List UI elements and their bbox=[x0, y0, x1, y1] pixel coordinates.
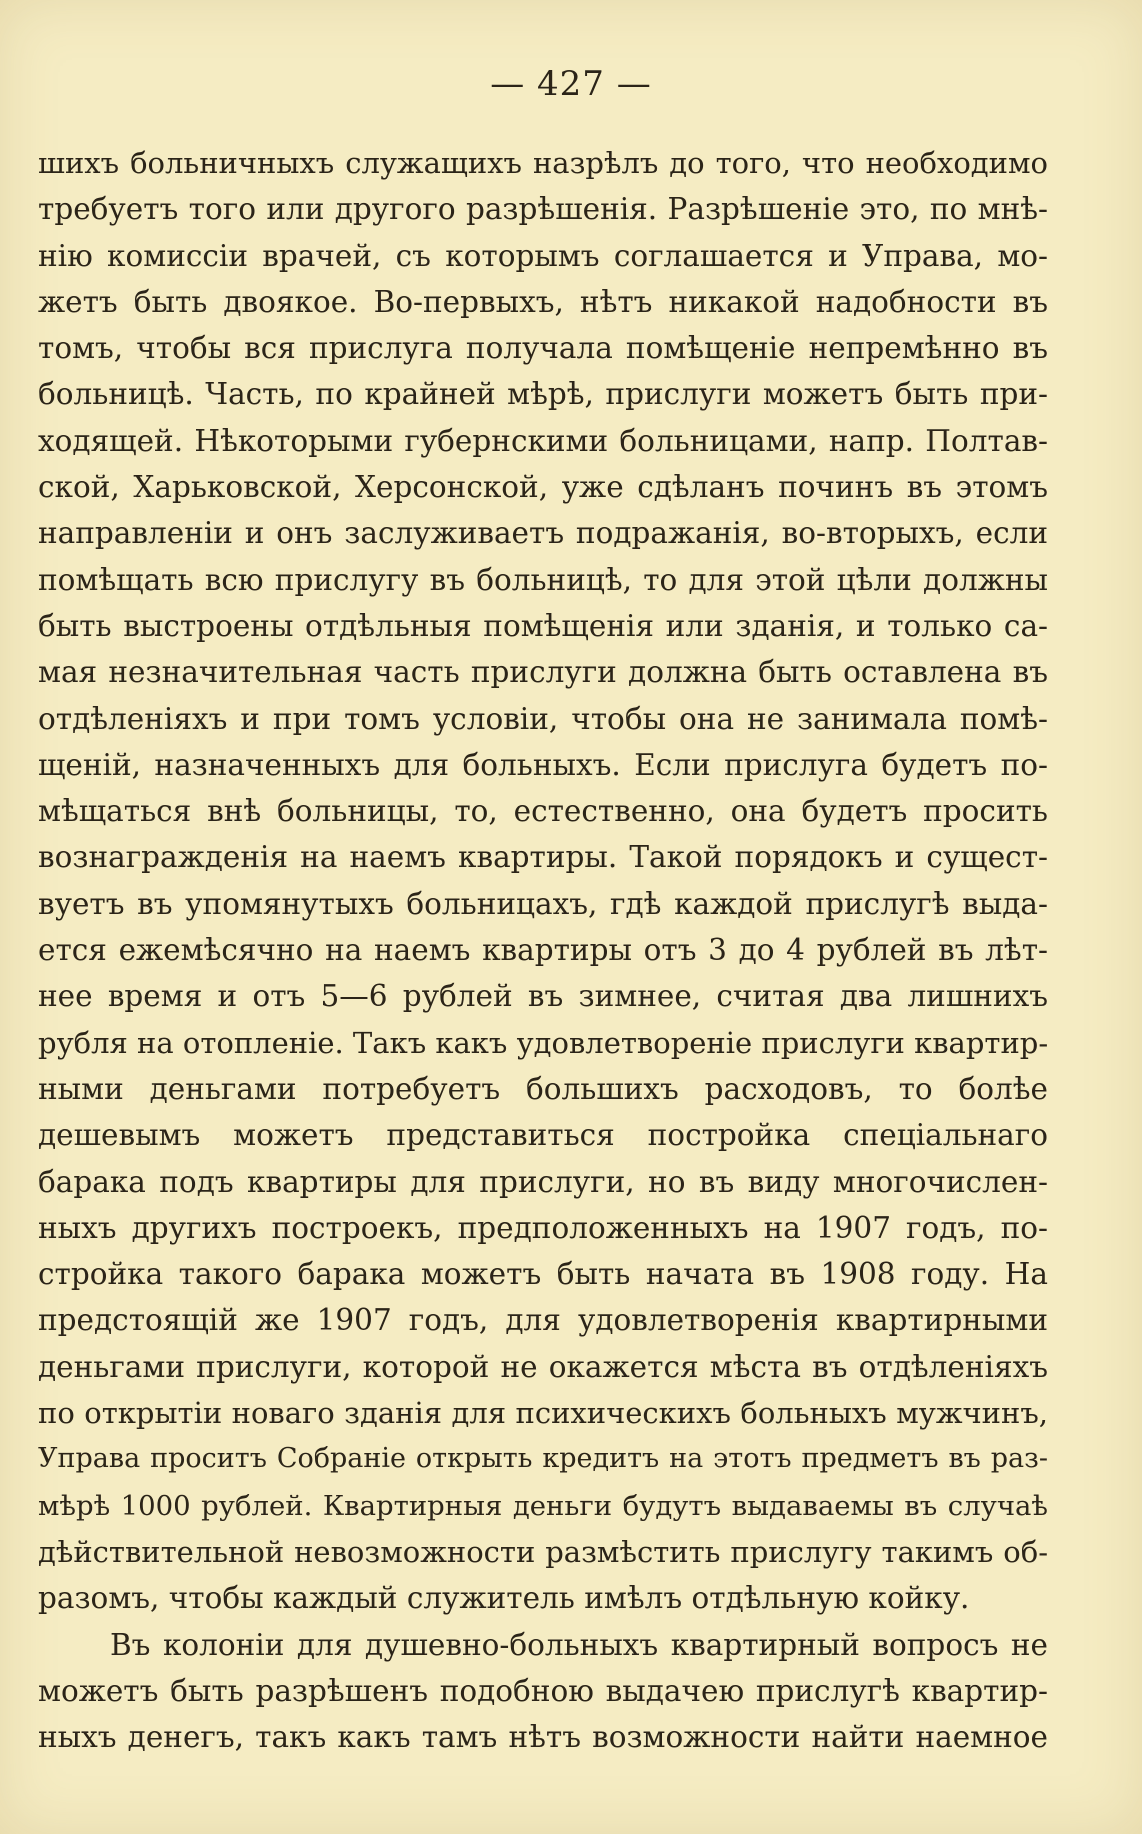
text-line: томъ, чтобы вся прислуга получала помѣщеніе непремѣнно въ bbox=[38, 331, 1048, 366]
text-line: мая незначительная часть прислуги должна быть оставлена въ bbox=[38, 655, 1048, 690]
text-line: помѣщать всю прислугу въ больницѣ, то для этой цѣли должны bbox=[38, 562, 1048, 597]
text-line: шихъ больничныхъ служащихъ назрѣлъ до того, что необходимо bbox=[38, 146, 1048, 180]
text-line: требуетъ того или другого разрѣшенія. Разрѣшеніе это, по мнѣ- bbox=[38, 192, 1048, 227]
text-line: нее время и отъ 5—6 рублей въ зимнее, считая два лишнихъ bbox=[38, 979, 1048, 1014]
text-line: ныхъ денегъ, такъ какъ тамъ нѣтъ возможности найти наемное bbox=[38, 1720, 1048, 1755]
text-line: ходящей. Нѣкоторыми губернскими больницами, напр. Полтав- bbox=[38, 423, 1048, 458]
text-line: деньгами прислуги, которой не окажется мѣста въ отдѣленіяхъ bbox=[38, 1349, 1048, 1384]
text-line: разомъ, чтобы каждый служитель имѣлъ отдѣльную койку. bbox=[38, 1581, 970, 1616]
text-line: мѣрѣ 1000 рублей. Квартирныя деньги будутъ выдаваемы въ случаѣ bbox=[38, 1489, 1048, 1522]
text-line: стройка такого барака можетъ быть начата въ 1908 году. На bbox=[38, 1257, 1048, 1292]
text-line: Въ колоніи для душевно-больныхъ квартирный вопросъ не bbox=[110, 1627, 1048, 1662]
text-line: жетъ быть двоякое. Во-первыхъ, нѣтъ никакой надобности въ bbox=[38, 284, 1048, 319]
text-line: направленіи и онъ заслуживаетъ подражанія, во-вторыхъ, если bbox=[38, 516, 1048, 551]
text-line: ется ежемѣсячно на наемъ квартиры отъ 3 до 4 рублей въ лѣт- bbox=[38, 933, 1048, 968]
text-line: щеній, назначенныхъ для больныхъ. Если прислуга будетъ по- bbox=[38, 747, 1048, 782]
text-line: вуетъ въ упомянутыхъ больницахъ, гдѣ каждой прислугѣ выда- bbox=[38, 886, 1048, 921]
text-line: вознагражденія на наемъ квартиры. Такой порядокъ и сущест- bbox=[38, 840, 1048, 875]
text-line: по открытіи новаго зданія для психическихъ больныхъ мужчинъ, bbox=[38, 1396, 1048, 1431]
text-line: ской, Харьковской, Херсонской, уже сдѣланъ починъ въ этомъ bbox=[38, 470, 1048, 505]
text-line: отдѣленіяхъ и при томъ условіи, чтобы она не занимала помѣ- bbox=[38, 701, 1048, 736]
paragraph-2 bbox=[38, 1622, 1048, 1761]
text-line: ныхъ другихъ построекъ, предположенныхъ на 1907 годъ, по- bbox=[38, 1210, 1048, 1245]
text-line: быть выстроены отдѣльныя помѣщенія или зданія, и только са- bbox=[38, 608, 1048, 643]
text-line: предстоящій же 1907 годъ, для удовлетворенія квартирными bbox=[38, 1303, 1048, 1338]
text-line: можетъ быть разрѣшенъ подобною выдачею прислугѣ квартир- bbox=[38, 1673, 1048, 1708]
text-line: нію комиссіи врачей, съ которымъ соглашается и Управа, мо- bbox=[38, 238, 1048, 273]
page-text bbox=[38, 140, 1048, 1760]
text-line: мѣщаться внѣ больницы, то, естественно, она будетъ просить bbox=[38, 794, 1048, 829]
text-line: барака подъ квартиры для прислуги, но въ виду многочислен- bbox=[38, 1164, 1048, 1199]
page-number: — 427 — bbox=[490, 64, 652, 104]
paragraph-1 bbox=[38, 140, 1048, 1622]
text-line: дѣйствительной невозможности размѣстить прислугу такимъ об- bbox=[38, 1534, 1048, 1569]
text-line: больницѣ. Часть, по крайней мѣрѣ, прислуги можетъ быть при- bbox=[38, 377, 1048, 412]
text-line: дешевымъ можетъ представиться постройка спеціальнаго bbox=[38, 1118, 1048, 1153]
text-line: Управа проситъ Собраніе открыть кредитъ на этотъ предметъ въ раз- bbox=[38, 1443, 1048, 1475]
text-line: ными деньгами потребуетъ большихъ расходовъ, то болѣе bbox=[38, 1071, 1048, 1106]
text-line: рубля на отопленіе. Такъ какъ удовлетвореніе прислуги квартир- bbox=[38, 1025, 1048, 1060]
